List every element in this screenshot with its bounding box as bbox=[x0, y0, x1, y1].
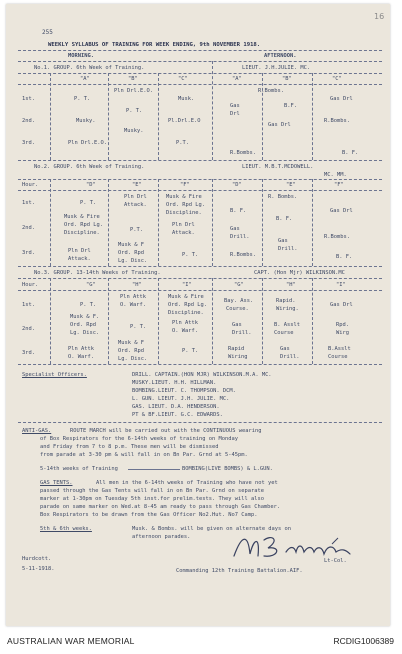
specialist-line: L. GUN. LIEUT. J.H. JULIE. MC. bbox=[132, 396, 230, 402]
col-header: "C" bbox=[332, 76, 342, 82]
note-line: All men in the 6-14th weeks of Training who have not yet bbox=[96, 480, 278, 486]
specialist-line: MUSKY.LIEUT. H.H. HILLMAN. bbox=[132, 380, 217, 386]
table-cell: Discipline. bbox=[166, 210, 202, 216]
note-line: 5-14th weeks of Training bbox=[40, 466, 118, 472]
table-cell: Gas bbox=[232, 322, 242, 328]
col-header: "G" bbox=[86, 282, 96, 288]
gastents-heading: GAS TENTS. bbox=[40, 480, 73, 486]
column-rule bbox=[108, 179, 109, 266]
group2-heading: No.2. GROUP. 6th Week of Training. bbox=[34, 164, 145, 170]
col-header: "F" bbox=[334, 182, 344, 188]
column-rule bbox=[312, 73, 313, 160]
table-cell: Lg. Disc. bbox=[70, 330, 100, 336]
note-line: of Box Respirators for the 6-14th weeks of training on Monday bbox=[40, 436, 238, 442]
table-cell: Pln Attk bbox=[68, 346, 94, 352]
table-cell: Attack. bbox=[68, 256, 91, 262]
table-cell: R.Bombs. bbox=[324, 118, 350, 124]
table-cell: B. F. bbox=[276, 216, 293, 222]
table-cell: Drill. bbox=[278, 246, 298, 252]
table-cell: R.Bombs. bbox=[324, 234, 350, 240]
table-cell: Ord. Rpd Lg. bbox=[64, 222, 103, 228]
table-cell: P. T. bbox=[182, 252, 199, 258]
archive-name: AUSTRALIAN WAR MEMORIAL bbox=[7, 636, 135, 646]
table-cell: R.Bombs. bbox=[258, 88, 284, 94]
table-cell: P. T. bbox=[126, 108, 143, 114]
table-cell: Musk & Fire bbox=[64, 214, 100, 220]
table-cell: Musk. bbox=[178, 96, 195, 102]
table-cell: Course bbox=[328, 354, 348, 360]
rule bbox=[18, 266, 382, 267]
table-cell: Course bbox=[274, 330, 294, 336]
column-rule bbox=[50, 278, 51, 364]
row-label: 1st. bbox=[22, 200, 35, 206]
table-cell: P. T. bbox=[74, 96, 91, 102]
table-cell: Musky. bbox=[76, 118, 96, 124]
table-cell: P.T. bbox=[176, 140, 189, 146]
rule bbox=[18, 84, 382, 85]
table-cell: Musk & F bbox=[118, 242, 144, 248]
table-cell: O. Warf. bbox=[68, 354, 94, 360]
col-header: "I" bbox=[182, 282, 192, 288]
signoff-rank: Lt-Col. bbox=[324, 558, 347, 564]
dash-leader bbox=[128, 469, 180, 470]
specialist-line: GAS. LIEUT. D.A. HENDERSON. bbox=[132, 404, 220, 410]
table-cell: Pln Drl.E.O. bbox=[68, 140, 107, 146]
table-cell: Gas bbox=[230, 103, 240, 109]
table-cell: Gas Drl bbox=[330, 96, 353, 102]
column-rule bbox=[158, 73, 159, 160]
afternoon-heading: AFTERNOON. bbox=[264, 53, 297, 59]
table-cell: Musk & F. bbox=[70, 314, 100, 320]
table-cell: Pln Attk bbox=[120, 294, 146, 300]
table-cell: Musk & Fire bbox=[168, 294, 204, 300]
rule bbox=[18, 290, 382, 291]
column-rule bbox=[50, 179, 51, 266]
table-cell: Pln Drl bbox=[172, 222, 195, 228]
note-line: BOMBING(LIVE BOMBS) & L.GUN. bbox=[182, 466, 273, 472]
note-line: marker at 1-30pm on Tuesday 5th inst.for prelim.tests. They will also bbox=[40, 496, 264, 502]
note-line: parade on same marker on Wed.at 8-45 am ready to pass through Gas Chamber. bbox=[40, 504, 281, 510]
table-cell: O. Warf. bbox=[120, 302, 146, 308]
column-rule bbox=[108, 278, 109, 364]
folio-number: 16 bbox=[374, 12, 385, 21]
column-rule bbox=[262, 73, 263, 160]
table-cell: Discipline. bbox=[64, 230, 100, 236]
table-cell: Pln Drl bbox=[124, 194, 147, 200]
antigas-heading: ANTI-GAS. bbox=[22, 428, 52, 434]
table-cell: Drill. bbox=[230, 234, 250, 240]
table-cell: Pln Drl.E.O. bbox=[114, 88, 153, 94]
rule bbox=[18, 179, 382, 180]
page-title: WEEKLY SYLLABUS OF TRAINING FOR WEEK ENDING, 9th NOVEMBER 1918. bbox=[48, 42, 261, 48]
table-cell: R.Bombs. bbox=[230, 150, 256, 156]
hour-header: Hour. bbox=[22, 182, 39, 188]
group3-officer: CAPT. (Hon Mjr) WILKINSON.MC bbox=[254, 270, 345, 276]
table-cell: Wiring. bbox=[276, 306, 299, 312]
specialist-heading: Specialist Officers. bbox=[22, 372, 87, 378]
table-cell: Lg. Disc. bbox=[118, 258, 148, 264]
table-cell: Ord. Rpd bbox=[70, 322, 96, 328]
morning-heading: MORNING. bbox=[68, 53, 94, 59]
table-cell: Gas bbox=[230, 226, 240, 232]
rule bbox=[18, 50, 382, 51]
column-rule bbox=[108, 73, 109, 160]
col-header: "G" bbox=[234, 282, 244, 288]
specialist-line: BOMBING.LIEUT. C. THOMPSON. DCM. bbox=[132, 388, 236, 394]
table-cell: Drill. bbox=[280, 354, 300, 360]
column-rule bbox=[50, 73, 51, 160]
col-header: "F" bbox=[180, 182, 190, 188]
weeks-heading: 5th & 6th weeks. bbox=[40, 526, 92, 532]
col-header: "B" bbox=[282, 76, 292, 82]
col-header: "A" bbox=[80, 76, 90, 82]
table-cell: Gas Drl bbox=[330, 302, 353, 308]
reference-number: 255 bbox=[42, 29, 53, 36]
table-cell: R.Bombs. bbox=[230, 252, 256, 258]
table-cell: Discipline. bbox=[168, 310, 204, 316]
note-line: from parade at 3-30 pm & will fall in on Bn Par. Grnd at 5-45pm. bbox=[40, 452, 248, 458]
col-header: "D" bbox=[86, 182, 96, 188]
column-rule bbox=[262, 278, 263, 364]
table-cell: Ord. Rpd bbox=[118, 250, 144, 256]
table-cell: B.Asslt bbox=[328, 346, 351, 352]
table-cell: Drill. bbox=[232, 330, 252, 336]
table-cell: Attack. bbox=[172, 230, 195, 236]
column-rule bbox=[312, 179, 313, 266]
table-cell: Ord. Rpd Lg. bbox=[168, 302, 207, 308]
col-header: "A" bbox=[232, 76, 242, 82]
column-rule bbox=[158, 278, 159, 364]
table-cell: B. F. bbox=[230, 208, 247, 214]
column-rule bbox=[212, 179, 213, 266]
note-line: and Friday from 7 to 8 p.m. These men will be dismissed bbox=[40, 444, 219, 450]
table-cell: B.F. bbox=[284, 103, 297, 109]
note-line: Musk. & Bombs. will be given on alternate days on bbox=[132, 526, 292, 532]
table-cell: Musk & Fire bbox=[166, 194, 202, 200]
table-cell: Attack. bbox=[124, 202, 147, 208]
group3-heading: No.3. GROUP. 13-14th Weeks of Training. bbox=[34, 270, 161, 276]
table-cell: Lg. Disc. bbox=[118, 356, 148, 362]
row-label: 2nd. bbox=[22, 118, 35, 124]
col-header: "B" bbox=[128, 76, 138, 82]
table-cell: Bay. Ass. bbox=[224, 298, 254, 304]
table-cell: P. T. bbox=[80, 200, 97, 206]
col-header: "H" bbox=[132, 282, 142, 288]
table-cell: Musky. bbox=[124, 128, 144, 134]
table-cell: P. T. bbox=[80, 302, 97, 308]
group1-heading: No.1. GROUP. 6th Week of Training. bbox=[34, 65, 145, 71]
handwritten-signature bbox=[228, 530, 368, 562]
note-line: afternoon parades. bbox=[132, 534, 191, 540]
note-line: Box Respirators to be drawn from the Gas Officer No2.Hut. No7 Camp. bbox=[40, 512, 258, 518]
row-label: 2nd. bbox=[22, 326, 35, 332]
table-cell: B. F. bbox=[342, 150, 359, 156]
rule bbox=[18, 61, 382, 62]
specialist-line: DRILL. CAPTAIN.(HON MJR) WILKINSON.M.A. MC. bbox=[132, 372, 272, 378]
column-rule bbox=[212, 278, 213, 364]
column-rule bbox=[212, 61, 213, 160]
col-header: "E" bbox=[286, 182, 296, 188]
row-label: 3rd. bbox=[22, 350, 35, 356]
table-cell: B. F. bbox=[336, 254, 353, 260]
table-cell: O. Warf. bbox=[172, 328, 198, 334]
table-cell: P. T. bbox=[182, 348, 199, 354]
signoff-place: Hurdcott. bbox=[22, 556, 52, 562]
group1-officer: LIEUT. J.H.JULIE. MC. bbox=[242, 65, 311, 71]
column-rule bbox=[158, 179, 159, 266]
table-cell: Pl.Drl.E.O bbox=[168, 118, 201, 124]
table-cell: Wirg bbox=[336, 330, 349, 336]
specialist-line: PT & BF.LIEUT. G.C. EDWARDS. bbox=[132, 412, 223, 418]
archive-footer bbox=[0, 630, 402, 654]
col-header: "I" bbox=[336, 282, 346, 288]
rule bbox=[18, 73, 382, 74]
hour-header: Hour. bbox=[22, 282, 39, 288]
rule bbox=[18, 278, 382, 279]
table-cell: B. Asslt bbox=[274, 322, 300, 328]
col-header: "E" bbox=[132, 182, 142, 188]
table-cell: Wiring bbox=[228, 354, 248, 360]
table-cell: Ord. Rpd Lg. bbox=[166, 202, 205, 208]
rule bbox=[18, 160, 382, 161]
col-header: "H" bbox=[286, 282, 296, 288]
table-cell: R. Bombs. bbox=[268, 194, 298, 200]
table-cell: Gas Drl bbox=[268, 122, 291, 128]
row-label: 1st. bbox=[22, 96, 35, 102]
rule bbox=[18, 422, 382, 423]
document-sheet bbox=[6, 4, 390, 626]
row-label: 3rd. bbox=[22, 140, 35, 146]
table-cell: P.T. bbox=[130, 227, 143, 233]
table-cell: Gas bbox=[280, 346, 290, 352]
table-cell: Rpd. bbox=[336, 322, 349, 328]
table-cell: Gas bbox=[278, 238, 288, 244]
group2-officer-honours: MC. MM. bbox=[324, 172, 347, 178]
table-cell: Rapid bbox=[228, 346, 245, 352]
column-rule bbox=[312, 278, 313, 364]
col-header: "C" bbox=[178, 76, 188, 82]
table-cell: Rapid. bbox=[276, 298, 296, 304]
note-line: passed through the Gas Tents will fall in on Bn Par. Grnd on separate bbox=[40, 488, 264, 494]
row-label: 3rd. bbox=[22, 250, 35, 256]
archive-reference: RCDIG1006389 bbox=[333, 636, 394, 646]
rule bbox=[18, 190, 382, 191]
table-cell: Musk & F bbox=[118, 340, 144, 346]
signoff-date: 5-11-1918. bbox=[22, 566, 55, 572]
column-rule bbox=[262, 179, 263, 266]
group2-officer: LIEUT. M.B.T.MCDOWELL. bbox=[242, 164, 314, 170]
table-cell: Gas Drl bbox=[330, 208, 353, 214]
table-cell: P. T. bbox=[130, 324, 147, 330]
signoff-role: Commanding 12th Training Battalion.AIF. bbox=[176, 568, 303, 574]
table-cell: Pln Attk bbox=[172, 320, 198, 326]
row-label: 1st. bbox=[22, 302, 35, 308]
table-cell: Drl bbox=[230, 111, 240, 117]
note-line: ROUTE MARCH will be carried out with the CONTINUOUS wearing bbox=[70, 428, 262, 434]
row-label: 2nd. bbox=[22, 225, 35, 231]
table-cell: Course. bbox=[226, 306, 249, 312]
rule bbox=[18, 364, 382, 365]
col-header: "D" bbox=[232, 182, 242, 188]
table-cell: Ord. Rpd bbox=[118, 348, 144, 354]
table-cell: Pln Drl bbox=[68, 248, 91, 254]
